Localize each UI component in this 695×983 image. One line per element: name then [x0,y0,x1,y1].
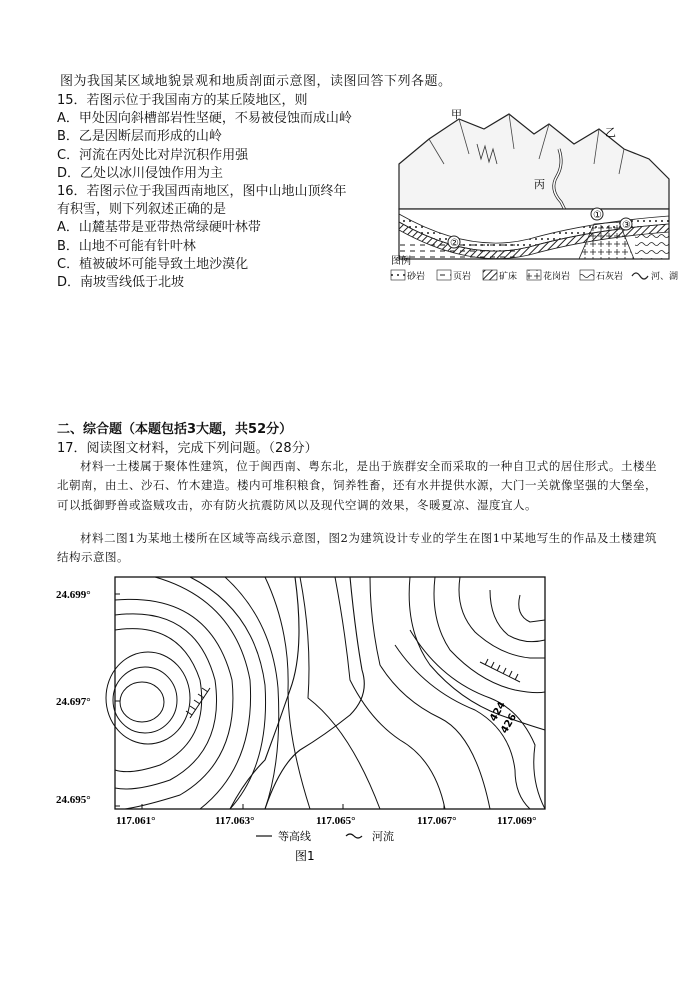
material-1: 材料一土楼属于聚体性建筑，位于闽西南、粤东北，是出于族群安全而采取的一种自卫式的居住形式。土楼坐北朝南，由土、沙石、竹木建造。楼内可堆积粮食，饲养牲畜，还有水井提供水源，大门一关就像坚强的大堡垒，可以抵御野兽或盗贼攻击，亦有防火抗震防风以及现代空调的效果，冬暖夏凉、湿度宜人。 [57,459,657,512]
figure-caption: 图1 [295,849,315,863]
contour-map-figure1 [50,570,570,865]
legend-sandstone: 砂岩 [407,272,426,282]
intro-text: 图为我国某区域地貌景观和地质剖面示意图，读图回答下列各题。 [60,74,452,89]
label-yi: 乙 [605,126,616,139]
legend-shale: 页岩 [453,272,472,282]
legend-ore: 矿床 [499,272,518,282]
q15-option-c: C．河流在丙处比对岸沉积作用强 [57,147,249,163]
q15-option-b: B．乙是因断层而形成的山岭 [57,129,222,145]
contour-label-424: 424 [488,699,509,724]
marker-3: ③ [622,220,631,231]
marker-2: ② [450,238,459,249]
legend-river-lake: 河、湖 [651,272,679,282]
label-bing: 丙 [534,178,545,191]
geologic-block-diagram [389,104,679,294]
q16-stem-line1: 16．若图示位于我国西南地区，图中山地山顶终年 [57,184,347,200]
q16-stem-line2: 有积雪，则下列叙述正确的是 [57,202,227,218]
y-tick-24-697: 24.697° [56,696,91,708]
legend-contour: 等高线 [278,830,311,843]
mountain-surface [399,114,669,209]
question-group-15-16 [57,92,397,292]
contour-label-426: 426 [499,711,520,736]
material-2: 材料二图1为某地土楼所在区域等高线示意图，图2为建筑设计专业的学生在图1中某地写生的作品及土楼建筑结构示意图。 [57,531,657,565]
x-tick-117-065: 117.065° [316,815,356,827]
q15-option-d: D．乙处以冰川侵蚀作用为主 [57,165,224,181]
river-legend-symbol [346,834,362,838]
q16-option-c: C．植被破坏可能导致土地沙漠化 [57,256,249,272]
label-jia: 甲 [451,108,462,121]
marker-1: ① [593,210,602,221]
x-tick-117-069: 117.069° [497,815,537,827]
legend-title: 图例 [391,256,411,267]
legend-river: 河流 [372,830,394,843]
q16-option-a: A．山麓基带是亚带热常绿硬叶林带 [57,220,261,236]
x-tick-117-063: 117.063° [215,815,255,827]
q15-option-a: A．甲处因向斜槽部岩性坚硬，不易被侵蚀而成山岭 [57,111,352,127]
y-tick-24-699: 24.699° [56,589,91,601]
q15-stem: 15．若图示位于我国南方的某丘陵地区，则 [57,93,308,108]
q16-option-d: D．南坡雪线低于北坡 [57,275,185,291]
y-tick-24-695: 24.695° [56,794,91,806]
q17-title: 17．阅读图文材料，完成下列问题。（28分） [57,441,318,456]
x-tick-117-067: 117.067° [417,815,457,827]
legend-granite: 花岗岩 [543,272,571,282]
x-tick-117-061: 117.061° [116,815,156,827]
section-title: 二、综合题（本题包括3大题，共52分） [57,422,293,437]
legend-limestone: 石灰岩 [596,272,624,282]
q16-option-b: B．山地不可能有针叶林 [57,238,196,254]
